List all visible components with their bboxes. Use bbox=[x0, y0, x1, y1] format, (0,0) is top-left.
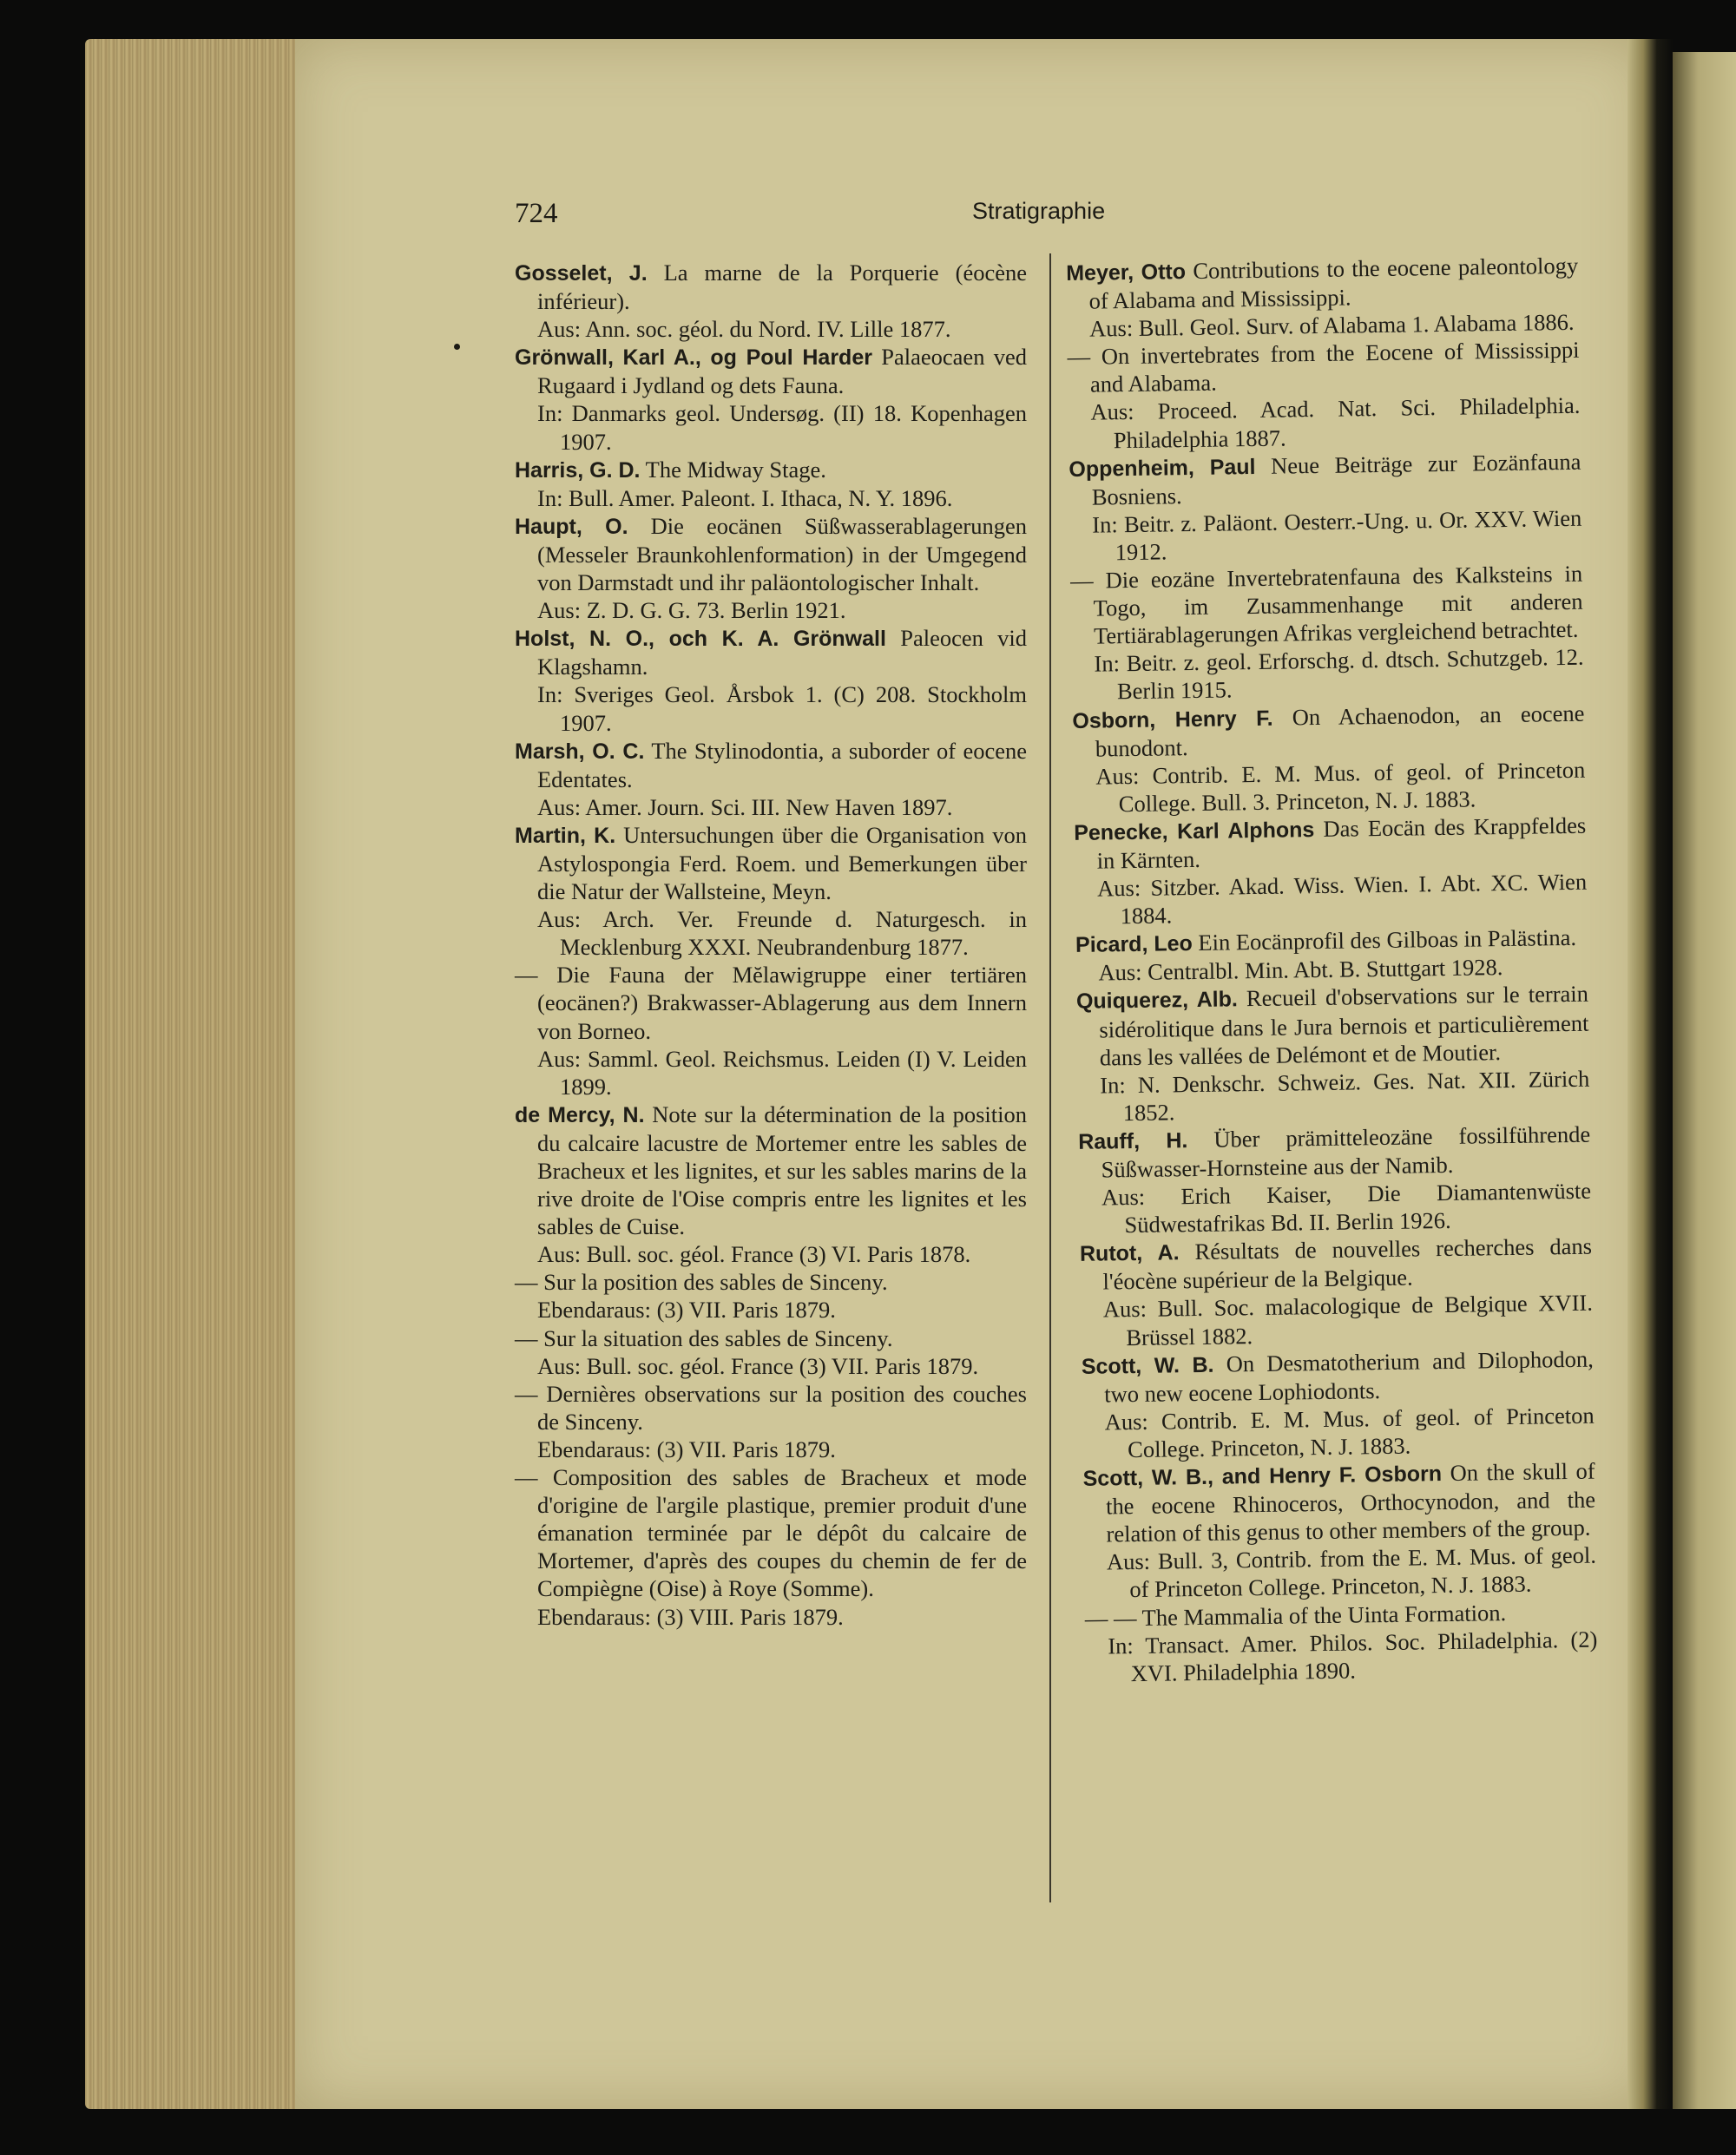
entry-source: Aus: Bull. Soc. malacologique de Belgique XVII. Brüssel 1882. bbox=[1102, 1290, 1594, 1350]
entry-title: — Sur la situation des sables de Sinceny. bbox=[515, 1324, 893, 1351]
bibliography-entry bbox=[1076, 980, 1590, 1127]
entry-citation bbox=[1072, 699, 1585, 762]
entry-source: Aus: Arch. Ver. Freunde d. Naturgesch. in Mecklenburg XXXI. Neubrandenburg 1877. bbox=[537, 906, 1027, 961]
entry-title: On Achaenodon, an eocene bunodont. bbox=[1095, 700, 1585, 762]
entry-source: Aus: Proceed. Acad. Nat. Sci. Philadelphia. Philadelphia 1887. bbox=[1090, 392, 1581, 453]
entry-source: In: Danmarks geol. Undersøg. (II) 18. Kopenhagen 1907. bbox=[537, 400, 1027, 455]
entry-title: On Desmatotherium and Dilophodon, two new eocene Lophiodonts. bbox=[1104, 1345, 1594, 1408]
bibliography-entry bbox=[515, 1324, 1027, 1380]
entry-title: The Stylinodontia, a suborder of eocene Edentates. bbox=[537, 737, 1027, 792]
bibliography-entry bbox=[515, 343, 1027, 455]
entry-citation bbox=[1066, 252, 1579, 315]
entry-source: In: Bull. Amer. Paleont. I. Ithaca, N. Y. 1896. bbox=[537, 484, 953, 511]
bibliography-entry bbox=[515, 1268, 1027, 1324]
bibliography-entry bbox=[515, 259, 1027, 343]
entry-author: Marsh, O. C. bbox=[515, 739, 645, 764]
entry-title: — On invertebrates from the Eocene of Mississippi and Alabama. bbox=[1067, 337, 1580, 397]
ink-speck bbox=[454, 344, 460, 350]
book-gutter bbox=[1628, 39, 1673, 2109]
entry-source: Aus: Bull. soc. géol. France (3) VII. Paris 1879. bbox=[537, 1352, 979, 1379]
entry-citation bbox=[1078, 1120, 1591, 1184]
entry-citation bbox=[1082, 1457, 1595, 1549]
entry-title: Untersuchungen über die Organisation von Astylospongia Ferd. Roem. und Bemerkungen über die Natur der Wallsteine, Meyn. bbox=[537, 821, 1027, 905]
entry-author: Rutot, A. bbox=[1079, 1240, 1180, 1267]
bibliography-entry bbox=[515, 456, 1027, 512]
entry-citation bbox=[515, 961, 1027, 1044]
entry-citation bbox=[515, 1100, 1027, 1240]
entry-title: Paleocen vid Klagshamn. bbox=[537, 625, 1028, 680]
bibliography-entry bbox=[515, 821, 1027, 961]
entry-title: Die eocänen Süßwasserablagerungen (Messeler Braunkohlenformation) in der Umgegend von Darmstadt und ihr paläontologischer Inhalt. bbox=[537, 512, 1027, 596]
entry-source: Aus: Samml. Geol. Reichsmus. Leiden (I) V. Leiden 1899. bbox=[537, 1045, 1027, 1100]
entry-citation bbox=[515, 456, 1027, 484]
bibliography-entry bbox=[1082, 1457, 1596, 1605]
entry-title: La marne de la Porquerie (éocène inférieur). bbox=[537, 260, 1027, 315]
entry-title: The Midway Stage. bbox=[645, 456, 826, 483]
entry-author: Scott, W. B., and Henry F. Osborn bbox=[1082, 1462, 1443, 1491]
entry-citation bbox=[515, 737, 1027, 793]
entry-source: Ebendaraus: (3) VII. Paris 1879. bbox=[537, 1436, 836, 1462]
entry-author: Quiquerez, Alb. bbox=[1075, 987, 1239, 1015]
entry-citation bbox=[515, 1463, 1027, 1602]
bibliography-entry bbox=[1075, 923, 1588, 987]
entry-source: Aus: Bull. soc. géol. France (3) VI. Paris 1878. bbox=[537, 1241, 971, 1268]
entry-author: Rauff, H. bbox=[1078, 1128, 1188, 1154]
entry-source: Aus: Amer. Journ. Sci. III. New Haven 1897. bbox=[537, 793, 953, 820]
bibliography-entry bbox=[1080, 1232, 1594, 1352]
entry-source: Aus: Z. D. G. G. 73. Berlin 1921. bbox=[537, 597, 846, 624]
running-head: Stratigraphie bbox=[972, 198, 1106, 224]
bibliography-entry bbox=[1085, 1597, 1598, 1688]
entry-citation bbox=[1070, 560, 1583, 651]
entry-source: In: Beitr. z. geol. Erforschg. d. dtsch. Schutzgeb. 12. Berlin 1915. bbox=[1094, 644, 1584, 705]
entry-title: — Dernières observations sur la position des couches de Sinceny. bbox=[515, 1380, 1027, 1435]
bibliography-entry bbox=[1070, 560, 1584, 706]
entry-citation bbox=[515, 821, 1027, 905]
page-number: 724 bbox=[515, 198, 558, 229]
entry-source: Aus: Erich Kaiser, Die Diamantenwüste Südwestafrikas Bd. II. Berlin 1926. bbox=[1101, 1177, 1592, 1238]
entry-citation bbox=[515, 259, 1027, 315]
entry-title: Neue Beiträge zur Eozänfauna Bosniens. bbox=[1091, 448, 1581, 510]
entry-author: Holst, N. O., och K. A. Grönwall bbox=[515, 627, 886, 652]
entry-citation bbox=[515, 1324, 1027, 1352]
entry-citation bbox=[1067, 336, 1580, 398]
entry-author: Oppenheim, Paul bbox=[1069, 454, 1256, 482]
entry-title: — Die eozäne Invertebratenfauna des Kalksteins in Togo, im Zusammenhange mit anderen Tertiärablagerungen Afrikas vergleichend betrachtet. bbox=[1069, 560, 1583, 649]
entry-citation bbox=[515, 1268, 1027, 1296]
entry-source: Aus: Bull. 3, Contrib. from the E. M. Mus. of geol. of Princeton College. Princeton, N. J. 1883. bbox=[1106, 1541, 1597, 1603]
entry-source: Aus: Sitzber. Akad. Wiss. Wien. I. Abt. XC. Wien 1884. bbox=[1096, 868, 1588, 930]
entry-title: Recueil d'observations sur le terrain sidérolitique dans le Jura bernois et particulièrement dans les vallées de Delémont et de Moutier. bbox=[1099, 981, 1589, 1071]
bibliography-entry bbox=[515, 1463, 1027, 1631]
entry-source: In: Sveriges Geol. Årsbok 1. (C) 208. Stockholm 1907. bbox=[537, 681, 1027, 736]
entry-title: — Composition des sables de Bracheux et mode d'origine de l'argile plastique, premier produit d'une émanation terminée par le dépôt du calcaire de Mortemer, d'après des coupes du chemin de fer de Compiègne (Oise) à Roye (Somme). bbox=[515, 1464, 1027, 1602]
entry-title: Das Eocän des Krappfeldes in Kärnten. bbox=[1096, 811, 1587, 874]
entry-source: In: N. Denkschr. Schweiz. Ges. Nat. XII. Zürich 1852. bbox=[1100, 1065, 1590, 1126]
entry-title: On the skull of the eocene Rhinoceros, Orthocynodon, and the relation of this genus to other members of the group. bbox=[1105, 1457, 1596, 1547]
bibliography-entry bbox=[515, 624, 1027, 736]
entry-source: In: Transact. Amer. Philos. Soc. Philadelphia. (2) XVI. Philadelphia 1890. bbox=[1108, 1626, 1598, 1686]
entry-source: Aus: Contrib. E. M. Mus. of geol. of Princeton College. Bull. 3. Princeton, N. J. 1883. bbox=[1095, 756, 1586, 817]
bibliography-entry bbox=[515, 737, 1027, 821]
entry-author: Harris, G. D. bbox=[515, 457, 641, 483]
bibliography-column-right bbox=[1066, 252, 1598, 1688]
bibliography-entry bbox=[515, 1380, 1027, 1463]
column-divider bbox=[1049, 253, 1051, 1902]
entry-source: Aus: Bull. Geol. Surv. of Alabama 1. Alabama 1886. bbox=[1088, 309, 1575, 342]
entry-author: Haupt, O. bbox=[515, 514, 628, 539]
entry-title: Résultats de nouvelles recherches dans l'éocène supérieur de la Belgique. bbox=[1102, 1232, 1593, 1295]
entry-citation bbox=[515, 624, 1027, 680]
bibliography-entry bbox=[515, 512, 1027, 624]
bibliography-entry bbox=[1067, 336, 1581, 455]
bibliography-entry bbox=[515, 1100, 1027, 1269]
entry-source: Aus: Contrib. E. M. Mus. of geol. of Princeton College. Princeton, N. J. 1883. bbox=[1104, 1402, 1595, 1463]
entry-source: In: Beitr. z. Paläont. Oesterr.-Ung. u. Or. XXV. Wien 1912. bbox=[1092, 504, 1582, 566]
entry-author: Penecke, Karl Alphons bbox=[1074, 817, 1315, 845]
entry-source: Ebendaraus: (3) VII. Paris 1879. bbox=[537, 1297, 836, 1324]
bibliography-entry bbox=[1074, 811, 1588, 931]
page-edges bbox=[85, 39, 312, 2109]
bibliography-entry bbox=[1066, 252, 1579, 344]
entry-author: Picard, Leo bbox=[1075, 931, 1193, 958]
entry-source: Aus: Centralbl. Min. Abt. B. Stuttgart 1928. bbox=[1098, 954, 1503, 986]
bibliography-entry bbox=[1082, 1344, 1595, 1464]
bibliography-entry bbox=[1069, 447, 1582, 567]
entry-author: Martin, K. bbox=[515, 823, 616, 848]
entry-citation bbox=[1076, 980, 1589, 1072]
entry-title: — Die Fauna der Mĕlawigruppe einer tertiären (eocänen?) Brakwasser-Ablagerung aus dem Innern von Borneo. bbox=[515, 962, 1027, 1044]
entry-title: Ein Eocänprofil des Gilboas in Palästina. bbox=[1198, 924, 1577, 956]
entry-title: — — The Mammalia of the Uinta Formation. bbox=[1084, 1599, 1507, 1632]
bibliography-column-left bbox=[515, 259, 1027, 1631]
entry-citation bbox=[515, 512, 1027, 596]
entry-citation bbox=[1069, 447, 1581, 510]
entry-author: Gosselet, J. bbox=[515, 261, 648, 286]
entry-citation bbox=[515, 343, 1027, 399]
entry-title: Note sur la détermination de la position du calcaire lacustre de Mortemer entre les sables de Bracheux et les lignites, et sur les sables marins de la rive droite de l'Oise compris entre les lignites et les sables de Cuise. bbox=[537, 1100, 1028, 1240]
entry-title: Über prämitteleozäne fossilführende Süßwasser-Hornsteine aus der Namib. bbox=[1101, 1120, 1591, 1183]
entry-author: de Mercy, N. bbox=[515, 1102, 645, 1127]
entry-citation bbox=[1082, 1344, 1595, 1408]
entry-author: Grönwall, Karl A., og Poul Harder bbox=[515, 345, 872, 371]
entry-title: Palaeocaen ved Rugaard i Jydland og dets Fauna. bbox=[537, 344, 1027, 399]
bibliography-entry bbox=[1072, 699, 1586, 818]
entry-author: Osborn, Henry F. bbox=[1072, 706, 1273, 733]
entry-title: — Sur la position des sables de Sinceny. bbox=[515, 1269, 888, 1296]
entry-source: Aus: Ann. soc. géol. du Nord. IV. Lille 1877. bbox=[537, 316, 951, 343]
entry-title: Contributions to the eocene paleontology of Alabama and Mississippi. bbox=[1088, 252, 1579, 314]
facing-page-edge bbox=[1673, 52, 1736, 2109]
bibliography-entry bbox=[515, 961, 1027, 1100]
entry-source: Ebendaraus: (3) VIII. Paris 1879. bbox=[537, 1603, 844, 1630]
entry-author: Meyer, Otto bbox=[1066, 260, 1187, 286]
entry-citation bbox=[515, 1380, 1027, 1436]
entry-citation bbox=[1080, 1232, 1593, 1296]
entry-citation bbox=[1074, 811, 1587, 875]
bibliography-entry bbox=[1078, 1120, 1592, 1240]
entry-author: Scott, W. B. bbox=[1081, 1352, 1214, 1379]
